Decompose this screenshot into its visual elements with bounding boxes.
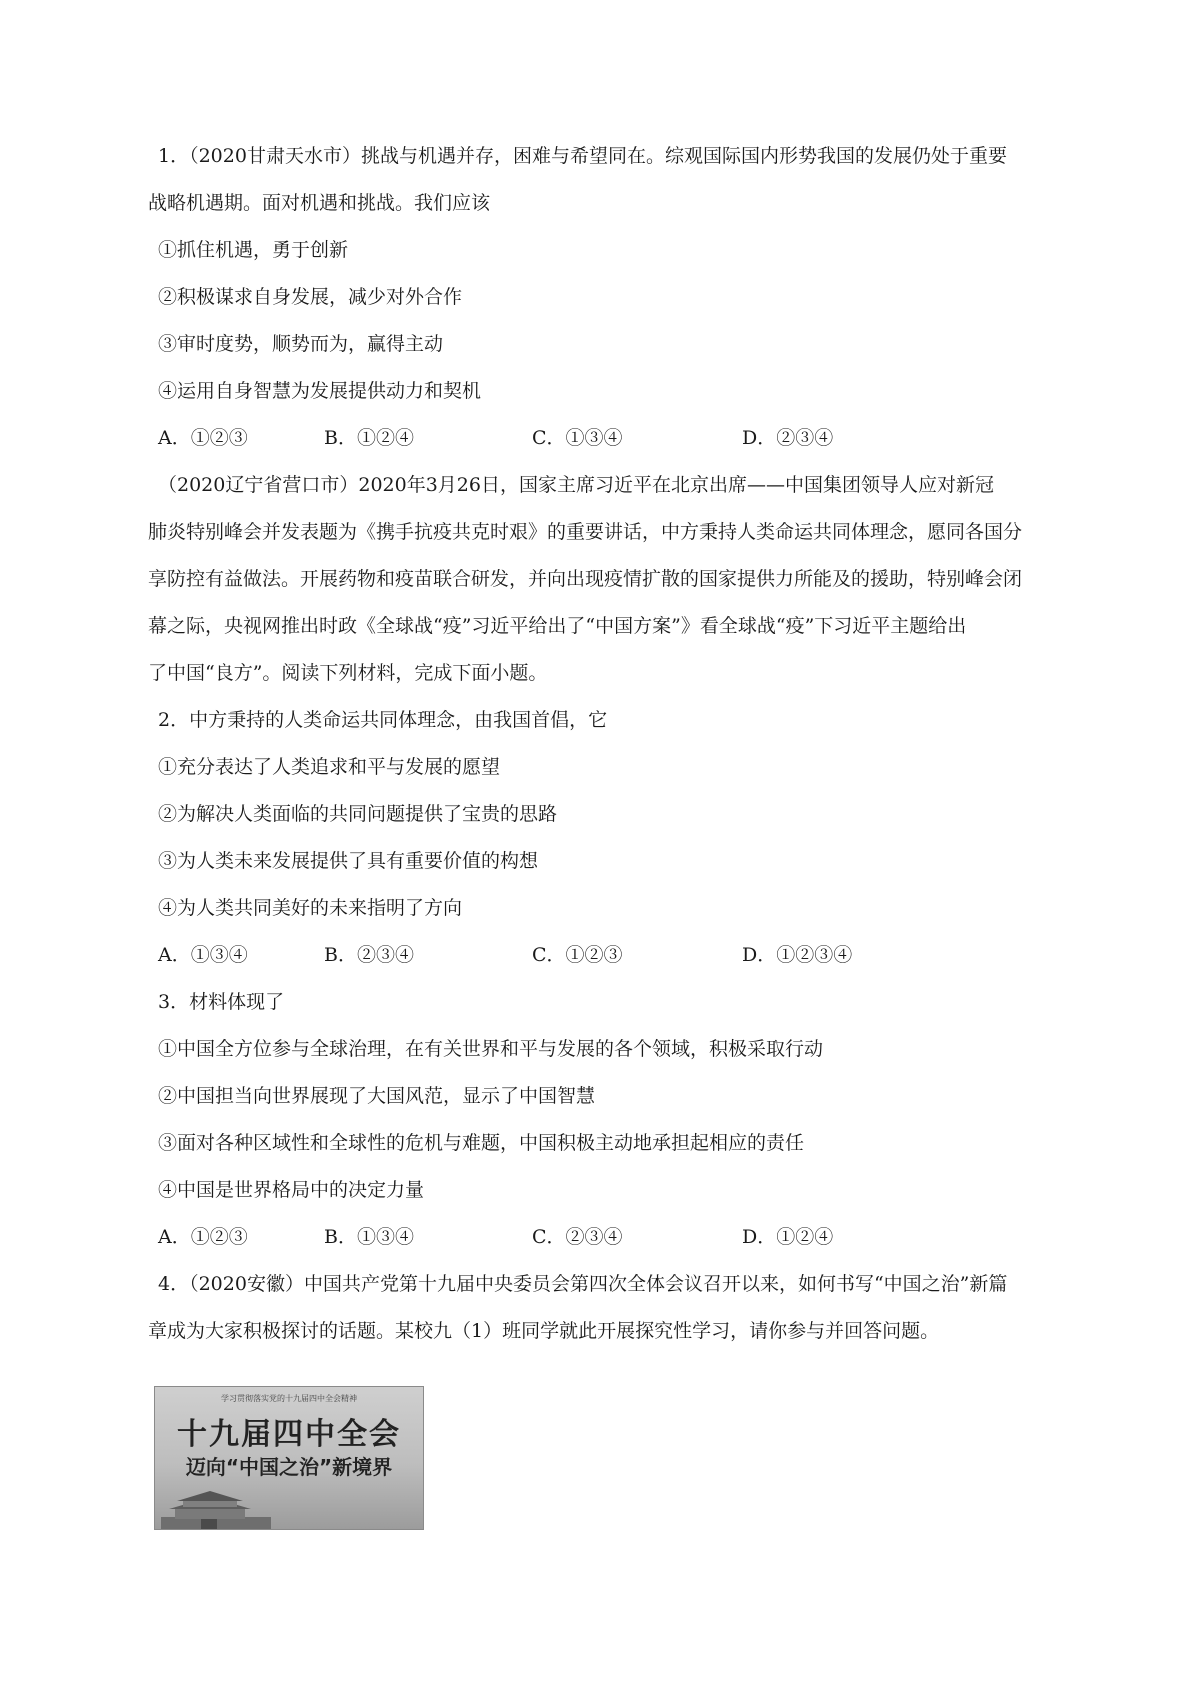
statement-item: ②积极谋求自身发展，减少对外合作: [158, 286, 463, 308]
material-line: （2020辽宁省营口市）2020年3月26日，国家主席习近平在北京出席——中国集团领导人应对新冠: [158, 474, 994, 496]
statement-item: ①抓住机遇，勇于创新: [158, 239, 349, 261]
plenum-banner-image: [154, 1386, 424, 1530]
statement-item: ③面对各种区域性和全球性的危机与难题，中国积极主动地承担起相应的责任: [158, 1132, 805, 1154]
answer-options: [148, 1223, 1078, 1252]
statement-item: ③审时度势，顺势而为，赢得主动: [158, 333, 444, 355]
banner-title2: 迈向“中国之治”新境界: [185, 1455, 393, 1479]
answer-options: [148, 941, 1078, 970]
answer-options: [148, 424, 1078, 453]
material-line: 幕之际，央视网推出时政《全球战“疫”习近平给出了“中国方案”》看全球战“疫”下习近平主题给出: [148, 615, 967, 637]
document-page: [148, 142, 1078, 1364]
question-2: [148, 706, 1078, 970]
option-c: C．①③④: [532, 427, 623, 449]
banner-subtitle: 学习贯彻落实党的十九届四中全会精神: [221, 1394, 357, 1403]
question-4-stem-line1: 4．（2020安徽）中国共产党第十九届中央委员会第四次全体会议召开以来，如何书写“中国之治”新篇: [158, 1273, 1008, 1295]
statement-item: ④为人类共同美好的未来指明了方向: [158, 897, 463, 919]
material-paragraph: [148, 471, 1078, 688]
option-d: D．①②④: [742, 1226, 834, 1248]
option-c: C．②③④: [532, 1226, 623, 1248]
statement-item: ③为人类未来发展提供了具有重要价值的构想: [158, 850, 539, 872]
option-b: B．②③④: [324, 944, 414, 966]
banner-title: 十九届四中全会: [177, 1417, 401, 1452]
material-line: 享防控有益做法。开展药物和疫苗联合研发，并向出现疫情扩散的国家提供力所能及的援助，特别峰会闭: [148, 568, 1023, 590]
statement-item: ①充分表达了人类追求和平与发展的愿望: [158, 756, 501, 778]
statement-item: ②为解决人类面临的共同问题提供了宝贵的思路: [158, 803, 558, 825]
option-c: C．①②③: [532, 944, 623, 966]
question-1-stem-line1: 1．（2020甘肃天水市）挑战与机遇并存，困难与希望同在。综观国际国内形势我国的发展仍处于重要: [158, 145, 1007, 167]
option-a: A．①③④: [158, 944, 248, 966]
option-d: D．②③④: [742, 427, 834, 449]
question-3: [148, 988, 1078, 1252]
option-b: B．①③④: [324, 1226, 414, 1248]
material-line: 肺炎特别峰会并发表题为《携手抗疫共克时艰》的重要讲话，中方秉持人类命运共同体理念，愿同各国分: [148, 521, 1023, 543]
question-4: [148, 1270, 1078, 1346]
option-a: A．①②③: [158, 427, 248, 449]
question-4-stem-line2: 章成为大家积极探讨的话题。某校九（1）班同学就此开展探究性学习，请你参与并回答问题。: [148, 1320, 940, 1342]
statement-item: ④运用自身智慧为发展提供动力和契机: [158, 380, 482, 402]
tiananmen-silhouette-icon: [161, 1489, 271, 1529]
question-1-stem-line2: 战略机遇期。面对机遇和挑战。我们应该: [148, 192, 491, 214]
option-a: A．①②③: [158, 1226, 248, 1248]
material-line: 了中国“良方”。阅读下列材料，完成下面小题。: [148, 662, 548, 684]
question-2-stem: 2．中方秉持的人类命运共同体理念，由我国首倡，它: [158, 709, 608, 731]
option-b: B．①②④: [324, 427, 414, 449]
statement-item: ①中国全方位参与全球治理，在有关世界和平与发展的各个领域，积极采取行动: [158, 1038, 824, 1060]
question-3-stem: 3．材料体现了: [158, 991, 285, 1013]
question-1: [148, 142, 1078, 453]
option-d: D．①②③④: [742, 944, 853, 966]
statement-item: ②中国担当向世界展现了大国风范，显示了中国智慧: [158, 1085, 596, 1107]
statement-item: ④中国是世界格局中的决定力量: [158, 1179, 425, 1201]
